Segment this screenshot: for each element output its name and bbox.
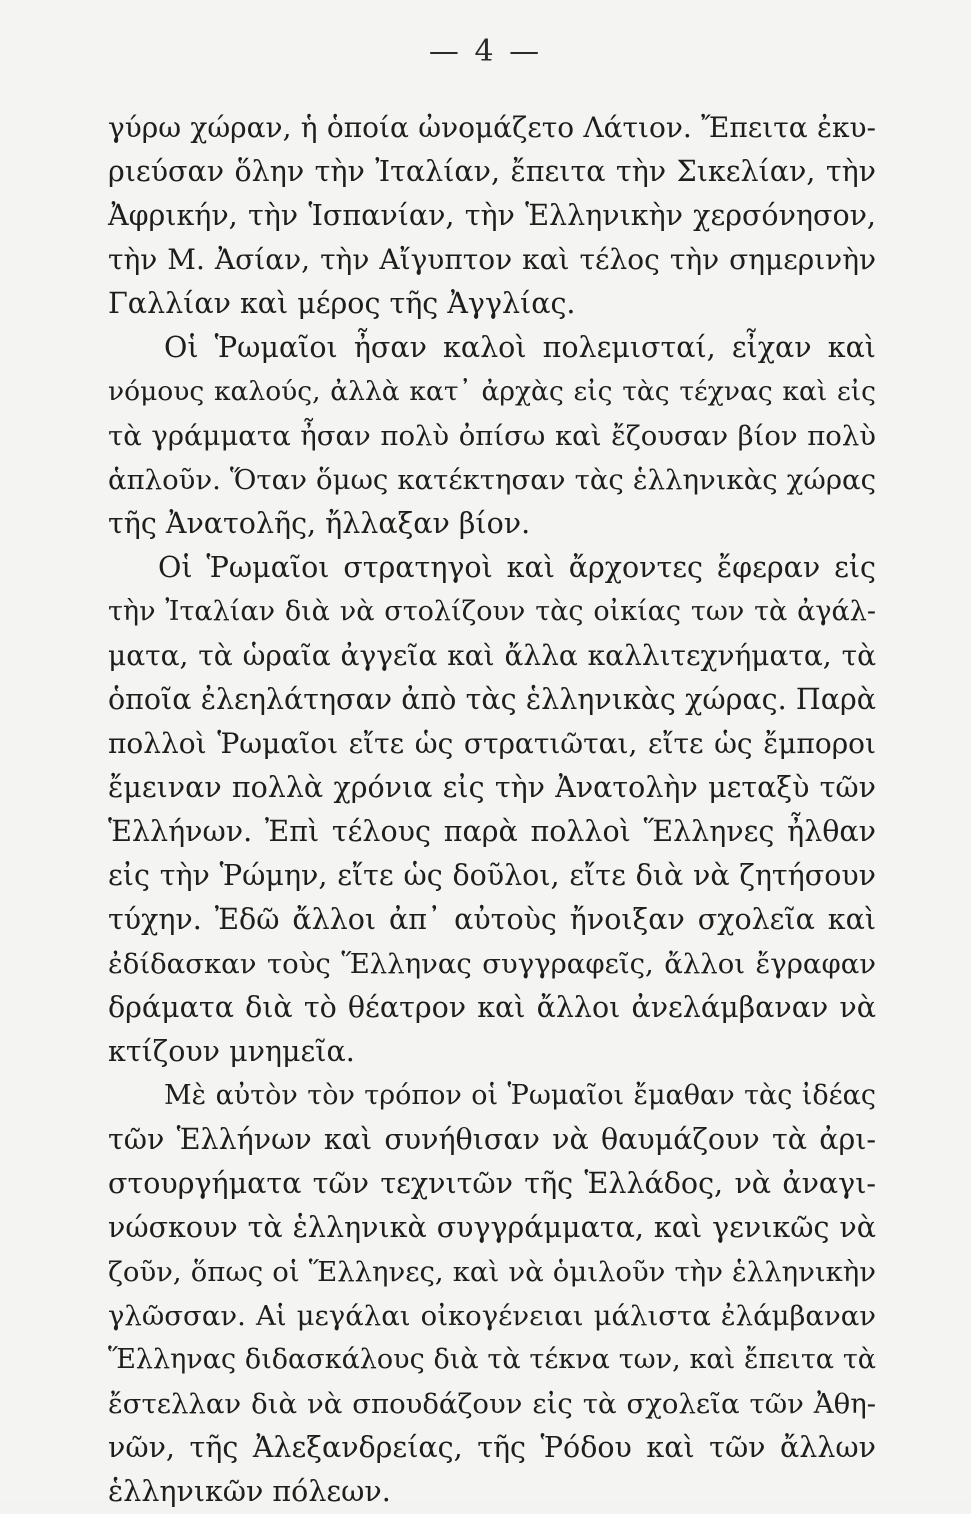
text-line: τῆς Ἀνατολῆς, ἤλλαξαν βίον. — [108, 507, 531, 540]
text-line: Ἕλληνας διδασκάλους διὰ τὰ τέκνα των, καὶ ἔπειτα τὰ — [108, 1344, 876, 1375]
text-line: ριεύσαν ὅλην τὴν Ἰταλίαν, ἔπειτα τὴν Σικελίαν, τὴν — [108, 155, 876, 188]
text-line: Γαλλίαν καὶ μέρος τῆς Ἀγγλίας. — [108, 287, 576, 320]
text-line: ἁπλοῦν. Ὅταν ὅμως κατέκτησαν τὰς ἑλληνικὰς χώρας — [108, 464, 876, 496]
text-line: γλῶσσαν. Αἱ μεγάλαι οἰκογένειαι μάλιστα ἐλάμβαναν — [108, 1300, 876, 1332]
text-line: εἰς τὴν Ῥώμην, εἴτε ὡς δοῦλοι, εἴτε διὰ νὰ ζητήσουν — [108, 859, 876, 892]
text-line: τὴν Μ. Ἀσίαν, τὴν Αἴγυπτον καὶ τέλος τὴν σημερινὴν — [108, 243, 876, 276]
text-line: κτίζουν μνημεῖα. — [108, 1035, 355, 1068]
text-line: τὰ γράμματα ἦσαν πολὺ ὀπίσω καὶ ἔζουσαν βίον πολὺ — [108, 420, 876, 452]
text-line: ἑλληνικῶν πόλεων. — [108, 1475, 391, 1508]
text-line: πολλοὶ Ῥωμαῖοι εἴτε ὡς στρατιῶται, εἴτε ὡς ἔμποροι — [108, 727, 876, 760]
text-line: τὴν Ἰταλίαν διὰ νὰ στολίζουν τὰς οἰκίας των τὰ ἀγάλ- — [108, 596, 876, 627]
text-line: τῶν Ἑλλήνων καὶ συνήθισαν νὰ θαυμάζουν τὰ ἀρι- — [108, 1123, 876, 1156]
text-line: δράματα διὰ τὸ θέατρον καὶ ἄλλοι ἀνελάμβαναν νὰ — [108, 991, 876, 1024]
body-text — [108, 106, 876, 1514]
text-line: Ἀφρικήν, τὴν Ἱσπανίαν, τὴν Ἑλληνικὴν χερσόνησον, — [108, 199, 876, 232]
text-line: ματα, τὰ ὡραῖα ἀγγεῖα καὶ ἄλλα καλλιτεχνήματα, τὰ — [108, 639, 876, 672]
paragraph-start-line: Οἱ Ῥωμαῖοι στρατηγοὶ καὶ ἄρχοντες ἔφεραν εἰς — [158, 551, 876, 584]
text-line: γύρω χώραν, ἡ ὁποία ὠνομάζετο Λάτιον. Ἔπειτα ἐκυ- — [108, 111, 876, 144]
text-line: ἔστελλαν διὰ νὰ σπουδάζουν εἰς τὰ σχολεῖα τῶν Ἀθη- — [108, 1388, 876, 1420]
text-line: στουργήματα τῶν τεχνιτῶν τῆς Ἑλλάδος, νὰ ἀναγι- — [108, 1167, 876, 1200]
paragraph-start-line: Οἱ Ῥωμαῖοι ἦσαν καλοὶ πολεμισταί, εἶχαν καὶ — [164, 331, 876, 364]
text-line: ἔμειναν πολλὰ χρόνια εἰς τὴν Ἀνατολὴν μεταξὺ τῶν — [108, 771, 876, 804]
text-line: νῶν, τῆς Ἀλεξανδρείας, τῆς Ῥόδου καὶ τῶν ἄλλων — [108, 1431, 876, 1464]
paragraph-start-line: Μὲ αὐτὸν τὸν τρόπον οἱ Ῥωμαῖοι ἔμαθαν τὰς ἰδέας — [164, 1080, 876, 1111]
text-line: ὁποῖα ἐλεηλάτησαν ἀπὸ τὰς ἑλληνικὰς χώρας. Παρὰ — [108, 683, 876, 716]
text-line: τύχην. Ἐδῶ ἄλλοι ἀπ᾽ αὐτοὺς ἤνοιξαν σχολεῖα καὶ — [108, 903, 876, 936]
text-line: ἐδίδασκαν τοὺς Ἕλληνας συγγραφεῖς, ἄλλοι ἔγραφαν — [108, 948, 876, 980]
text-line: Ἑλλήνων. Ἐπὶ τέλους παρὰ πολλοὶ Ἕλληνες ἦλθαν — [108, 815, 876, 848]
page-number: — 4 — — [428, 34, 543, 69]
text-line: νόμους καλούς, ἀλλὰ κατ᾽ ἀρχὰς εἰς τὰς τέχνας καὶ εἰς — [108, 376, 876, 407]
text-line: νώσκουν τὰ ἑλληνικὰ συγγράμματα, καὶ γενικῶς νὰ — [108, 1211, 876, 1244]
text-line: ζοῦν, ὅπως οἱ Ἕλληνες, καὶ νὰ ὁμιλοῦν τὴν ἑλληνικὴν — [108, 1256, 876, 1288]
